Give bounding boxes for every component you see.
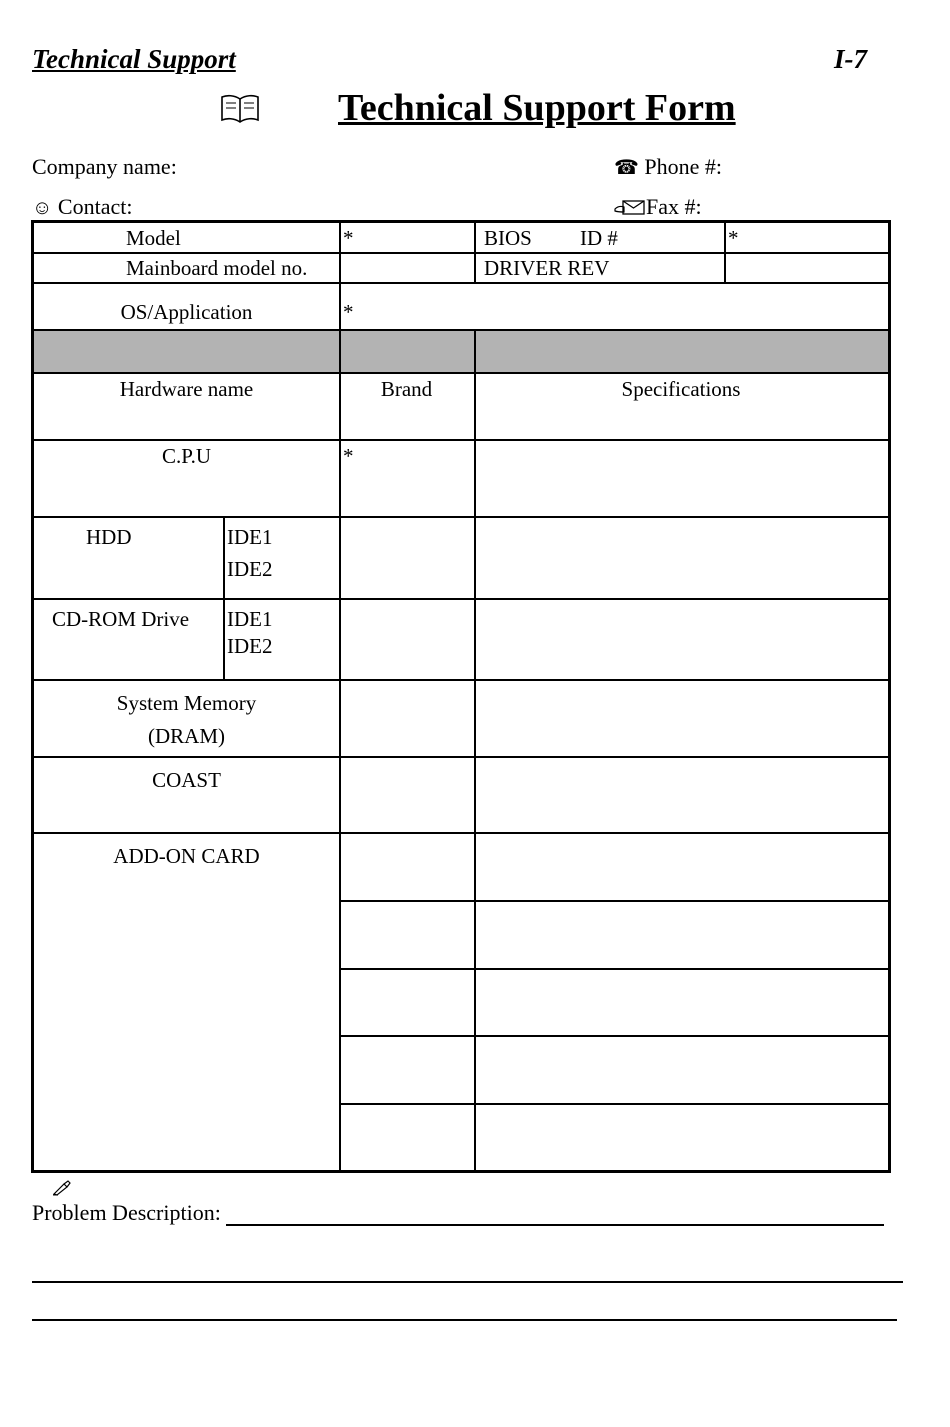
writing-hand-icon bbox=[52, 1180, 72, 1196]
cdrom-ide2-label: IDE2 bbox=[227, 634, 273, 658]
contact-field bbox=[32, 194, 132, 220]
smiley-icon: ☺ bbox=[32, 197, 53, 219]
addon-card-label: ADD-ON CARD bbox=[113, 844, 260, 868]
open-book-icon bbox=[220, 94, 260, 124]
bios-id-label: ID # bbox=[580, 226, 618, 250]
company-name-label: Company name: bbox=[32, 154, 177, 179]
brand-header: Brand bbox=[380, 377, 433, 401]
cpu-label: C.P.U bbox=[161, 444, 212, 468]
hardware-name-header: Hardware name bbox=[119, 377, 254, 401]
fax-field bbox=[614, 194, 702, 220]
mainboard-label: Mainboard model no. bbox=[126, 256, 308, 280]
page-number: I-7 bbox=[834, 44, 867, 74]
model-label: Model bbox=[126, 226, 181, 250]
model-value: * bbox=[343, 226, 354, 250]
hdd-ide1-label: IDE1 bbox=[227, 525, 273, 549]
gray-separator-row bbox=[34, 331, 888, 374]
hdd-ide2-label: IDE2 bbox=[227, 557, 273, 581]
driver-rev-label: DRIVER REV bbox=[484, 256, 610, 280]
cpu-brand-value: * bbox=[343, 444, 354, 468]
problem-description-label: Problem Description: bbox=[32, 1200, 221, 1225]
bios-label: BIOS bbox=[484, 226, 532, 250]
problem-line-3 bbox=[32, 1319, 897, 1321]
phone-field bbox=[614, 154, 722, 180]
hdd-label: HDD bbox=[86, 525, 132, 549]
page-title: Technical Support Form bbox=[338, 87, 736, 129]
problem-line-2 bbox=[32, 1281, 903, 1283]
cdrom-ide1-label: IDE1 bbox=[227, 607, 273, 631]
support-table bbox=[31, 220, 891, 1173]
phone-label: Phone #: bbox=[644, 154, 723, 179]
cdrom-label: CD-ROM Drive bbox=[52, 607, 190, 631]
problem-line-1 bbox=[226, 1224, 884, 1226]
contact-label: Contact: bbox=[57, 194, 133, 219]
telephone-icon: ☎ bbox=[614, 157, 639, 179]
os-application-value: * bbox=[343, 300, 354, 324]
dram-label: (DRAM) bbox=[148, 724, 225, 748]
envelope-hand-icon bbox=[614, 198, 646, 216]
fax-label: Fax #: bbox=[646, 194, 702, 219]
coast-label: COAST bbox=[152, 768, 221, 792]
bios-value: * bbox=[728, 226, 739, 250]
system-memory-label: System Memory bbox=[116, 691, 257, 715]
os-application-label: OS/Application bbox=[120, 300, 253, 324]
specifications-header: Specifications bbox=[621, 377, 741, 401]
section-title: Technical Support bbox=[32, 44, 236, 74]
